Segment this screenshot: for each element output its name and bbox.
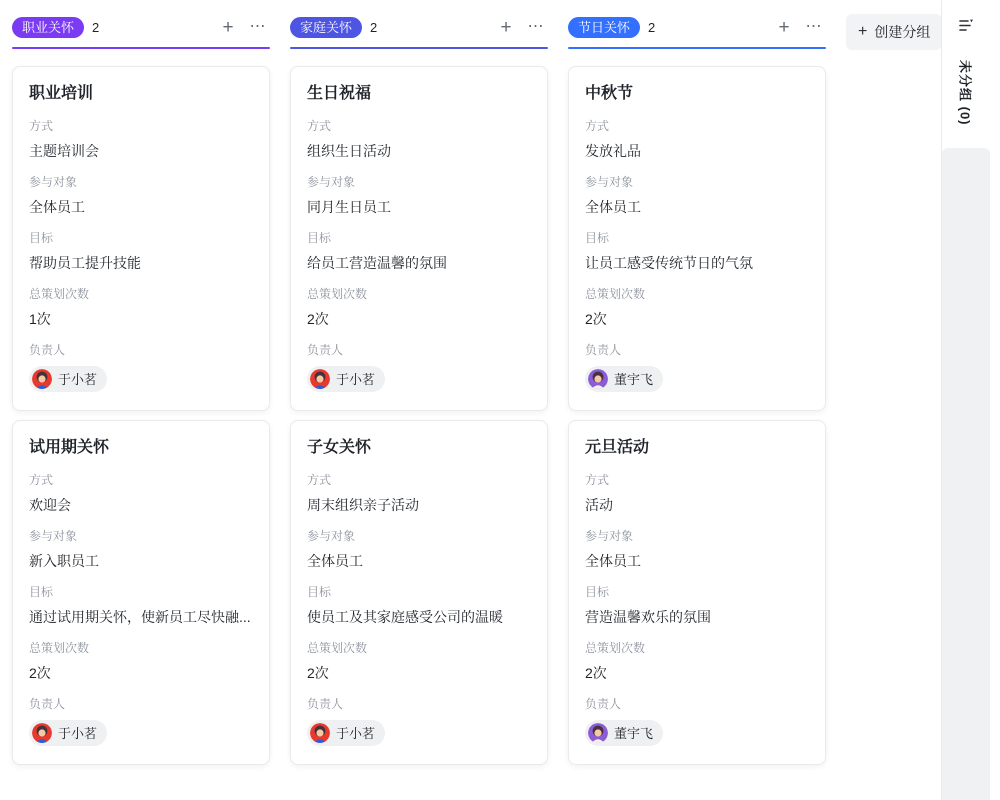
field-value: 周末组织亲子活动 [307, 497, 419, 513]
field-value: 使员工及其家庭感受公司的温暖 [307, 609, 503, 625]
field-label: 目标 [307, 231, 332, 245]
field-value: 2次 [307, 665, 329, 681]
field-label: 参与对象 [29, 529, 78, 543]
field-value: 给员工营造温馨的氛围 [307, 255, 447, 271]
avatar [310, 369, 330, 389]
person-chip[interactable] [29, 366, 107, 392]
field-label: 参与对象 [307, 529, 356, 543]
field-label: 目标 [585, 585, 610, 599]
column-pill[interactable]: 节日关怀 [568, 17, 640, 38]
column-header [290, 12, 548, 42]
field-value: 2次 [585, 665, 607, 681]
field-value: 让员工感受传统节日的气氛 [585, 255, 753, 271]
field-label: 总策划次数 [307, 641, 368, 655]
card-title: 试用期关怀 [29, 439, 110, 456]
card-title: 子女关怀 [307, 439, 372, 456]
field-label: 总策划次数 [585, 641, 646, 655]
expand-group-button[interactable] [955, 14, 977, 36]
person-chip[interactable] [29, 720, 107, 746]
field-label: 目标 [585, 231, 610, 245]
card-new-year-event[interactable] [568, 420, 826, 765]
add-record-button[interactable]: + [494, 15, 518, 39]
column-color-bar [568, 47, 826, 49]
field-value: 欢迎会 [29, 497, 71, 513]
card-title: 职业培训 [29, 85, 94, 102]
field-label: 负责人 [585, 697, 622, 711]
field-label: 负责人 [307, 343, 344, 357]
column-career-care [12, 12, 270, 774]
field-value: 活动 [585, 497, 613, 513]
card-birthday-wishes[interactable] [290, 66, 548, 411]
ungrouped-column-label[interactable]: 未分组 (0) [957, 60, 973, 126]
add-record-button[interactable]: + [216, 15, 240, 39]
card-mid-autumn-festival[interactable] [568, 66, 826, 411]
field-value: 营造温馨欢乐的氛围 [585, 609, 711, 625]
person-name: 于小茗 [58, 725, 98, 741]
field-label: 负责人 [29, 343, 66, 357]
field-label: 方式 [29, 119, 54, 133]
field-label: 方式 [585, 119, 610, 133]
person-chip[interactable] [307, 366, 385, 392]
column-count: 2 [92, 19, 100, 35]
column-count: 2 [370, 19, 378, 35]
create-group-label: 创建分组 [874, 24, 931, 40]
field-label: 目标 [29, 231, 54, 245]
field-value: 2次 [307, 311, 329, 327]
field-label: 目标 [307, 585, 332, 599]
ungrouped-column-collapsed [941, 0, 1000, 800]
field-label: 总策划次数 [307, 287, 368, 301]
field-value: 主题培训会 [29, 143, 99, 159]
field-label: 参与对象 [307, 175, 356, 189]
field-label: 方式 [307, 473, 332, 487]
field-label: 参与对象 [585, 175, 634, 189]
column-menu-button[interactable]: ⋯ [524, 15, 548, 39]
column-color-bar [12, 47, 270, 49]
field-label: 参与对象 [29, 175, 78, 189]
column-holiday-care [568, 12, 826, 774]
column-menu-button[interactable]: ⋯ [802, 15, 826, 39]
column-pill[interactable]: 家庭关怀 [290, 17, 362, 38]
avatar [32, 369, 52, 389]
column-pill[interactable]: 职业关怀 [12, 17, 84, 38]
field-value: 1次 [29, 311, 51, 327]
field-label: 方式 [29, 473, 54, 487]
field-value: 同月生日员工 [307, 199, 391, 215]
field-label: 总策划次数 [29, 287, 90, 301]
person-chip[interactable] [585, 366, 663, 392]
person-name: 于小茗 [336, 725, 376, 741]
card-career-training[interactable] [12, 66, 270, 411]
field-value: 2次 [29, 665, 51, 681]
field-label: 目标 [29, 585, 54, 599]
field-value: 2次 [585, 311, 607, 327]
plus-icon: + [858, 23, 868, 40]
column-family-care [290, 12, 548, 774]
collapse-group-icon [957, 16, 975, 34]
field-label: 负责人 [585, 343, 622, 357]
create-group-button[interactable] [846, 14, 941, 50]
add-record-button[interactable]: + [772, 15, 796, 39]
column-menu-button[interactable]: ⋯ [246, 15, 270, 39]
avatar [588, 723, 608, 743]
field-value: 通过试用期关怀，使新员工尽快融... [29, 609, 251, 625]
field-label: 方式 [307, 119, 332, 133]
card-title: 中秋节 [585, 85, 634, 102]
field-value: 发放礼品 [585, 143, 641, 159]
column-header [568, 12, 826, 42]
person-name: 董宇飞 [614, 725, 654, 741]
person-name: 于小茗 [58, 371, 98, 387]
field-value: 全体员工 [585, 199, 641, 215]
field-label: 负责人 [307, 697, 344, 711]
field-value: 新入职员工 [29, 553, 99, 569]
avatar [310, 723, 330, 743]
field-label: 总策划次数 [29, 641, 90, 655]
avatar [588, 369, 608, 389]
person-chip[interactable] [585, 720, 663, 746]
field-label: 参与对象 [585, 529, 634, 543]
card-title: 元旦活动 [585, 439, 650, 456]
field-value: 全体员工 [29, 199, 85, 215]
card-probation-care[interactable] [12, 420, 270, 765]
field-label: 总策划次数 [585, 287, 646, 301]
field-value: 全体员工 [585, 553, 641, 569]
person-name: 于小茗 [336, 371, 376, 387]
person-name: 董宇飞 [614, 371, 654, 387]
column-count: 2 [648, 19, 656, 35]
field-value: 全体员工 [307, 553, 363, 569]
field-label: 方式 [585, 473, 610, 487]
field-value: 帮助员工提升技能 [29, 255, 141, 271]
card-children-care[interactable] [290, 420, 548, 765]
field-label: 负责人 [29, 697, 66, 711]
ungrouped-column-body [942, 148, 990, 800]
column-header [12, 12, 270, 42]
avatar [32, 723, 52, 743]
card-title: 生日祝福 [307, 85, 372, 102]
column-color-bar [290, 47, 548, 49]
field-value: 组织生日活动 [307, 143, 391, 159]
person-chip[interactable] [307, 720, 385, 746]
